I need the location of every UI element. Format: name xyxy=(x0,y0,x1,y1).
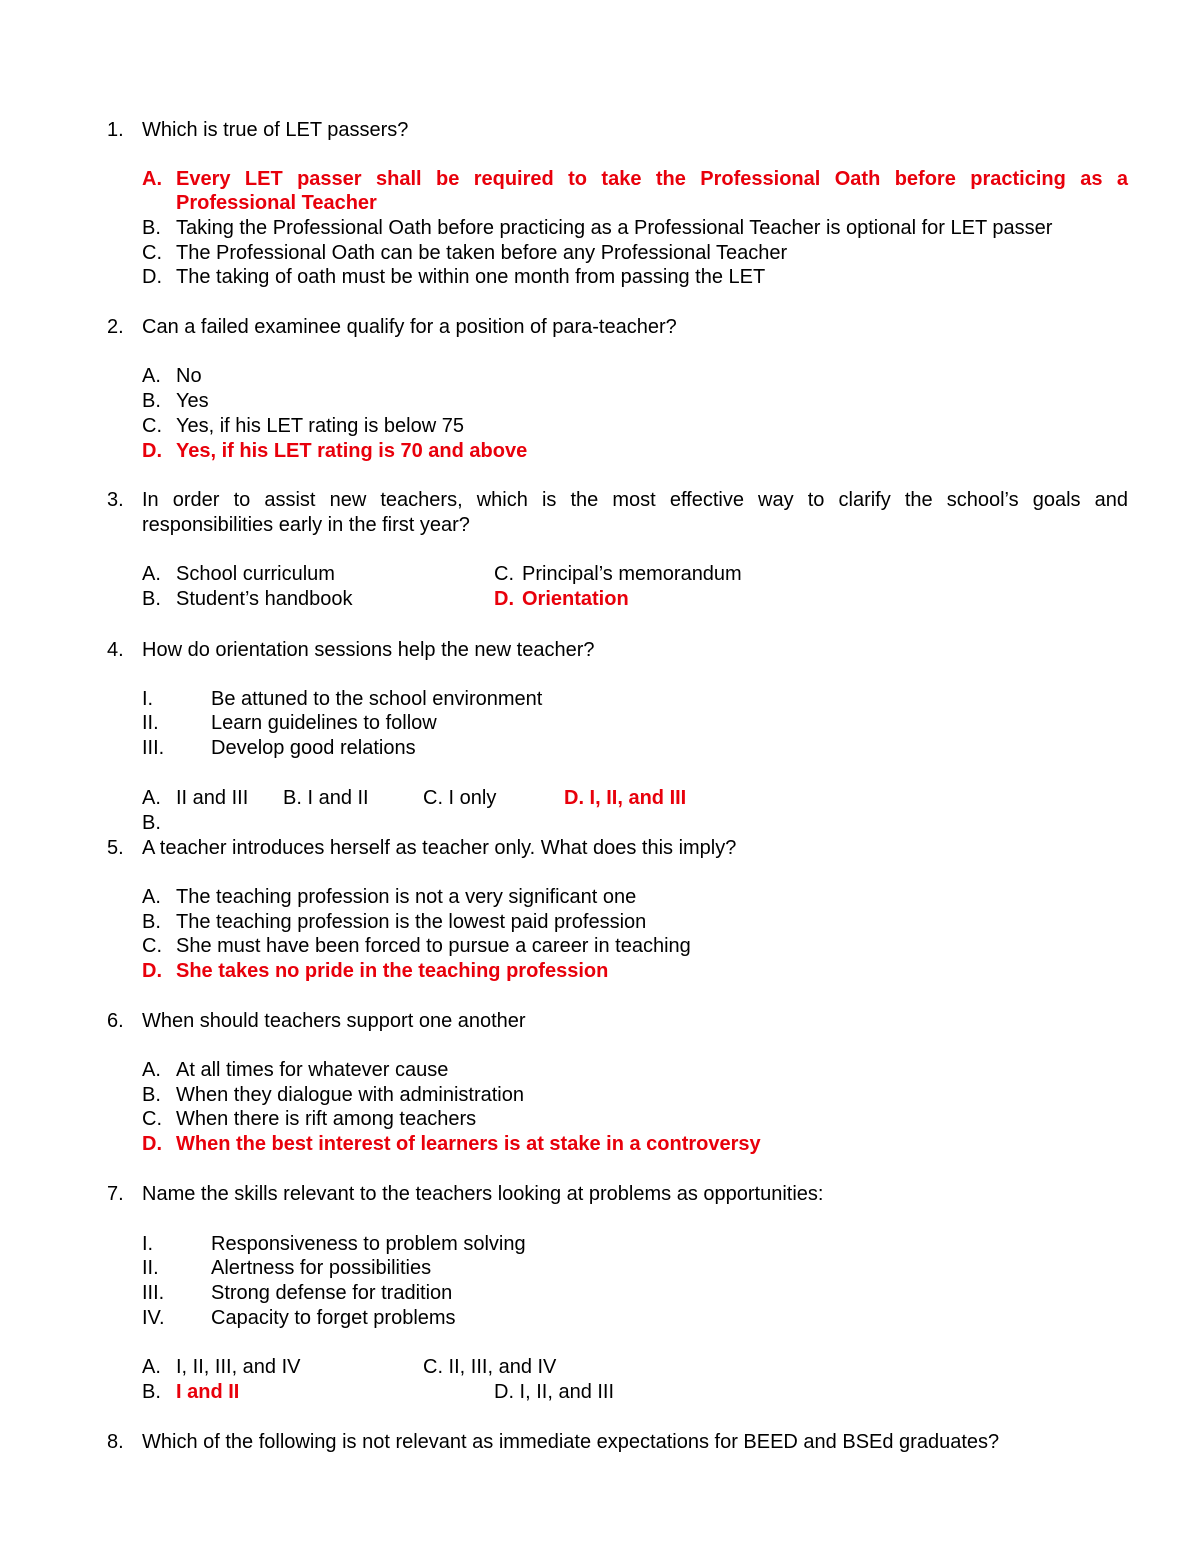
q1-option-b-letter: B. xyxy=(142,217,161,239)
q1-option-d-text: The taking of oath must be within one month from passing the LET xyxy=(176,266,766,288)
q1-option-a-text-cont: Professional Teacher xyxy=(176,192,377,214)
q3-number: 3. xyxy=(107,489,124,511)
q2-number: 2. xyxy=(107,316,124,338)
q6-option-a-text: At all times for whatever cause xyxy=(176,1059,449,1081)
q7-item-4-numeral: IV. xyxy=(142,1307,165,1329)
q2-option-c-letter: C. xyxy=(142,415,162,437)
q4-option-b: B. I and II xyxy=(283,787,369,809)
q4-option-d: D. I, II, and III xyxy=(564,787,687,809)
q2-option-a-letter: A. xyxy=(142,365,161,387)
q2-option-b-letter: B. xyxy=(142,390,161,412)
q7-option-a-text: I, II, III, and IV xyxy=(176,1356,301,1378)
q5-option-d-text: She takes no pride in the teaching profession xyxy=(176,960,609,982)
q2-option-d-letter: D. xyxy=(142,440,162,462)
q1-number: 1. xyxy=(107,119,124,141)
q4-item-1-text: Be attuned to the school environment xyxy=(211,688,543,710)
q3-option-d-letter: D. xyxy=(494,588,514,610)
q3-option-d-text: Orientation xyxy=(522,588,629,610)
q6-option-d-text: When the best interest of learners is at stake in a controversy xyxy=(176,1133,761,1155)
q8-number: 8. xyxy=(107,1431,124,1453)
q5-option-d-letter: D. xyxy=(142,960,162,982)
q1-option-c-letter: C. xyxy=(142,242,162,264)
q7-item-3-text: Strong defense for tradition xyxy=(211,1282,453,1304)
q6-option-b-text: When they dialogue with administration xyxy=(176,1084,524,1106)
q7-option-c: C. II, III, and IV xyxy=(423,1356,557,1378)
q1-option-a-text: Every LET passer shall be required to take the Professional Oath before practicing as a xyxy=(176,168,1128,190)
q7-item-1-text: Responsiveness to problem solving xyxy=(211,1233,526,1255)
q5-option-b-letter: B. xyxy=(142,911,161,933)
q7-item-4-text: Capacity to forget problems xyxy=(211,1307,456,1329)
q8-text: Which of the following is not relevant as immediate expectations for BEED and BSEd graduates? xyxy=(142,1431,1000,1453)
q3-text-cont: responsibilities early in the first year? xyxy=(142,514,470,536)
q7-option-b-letter: B. xyxy=(142,1381,161,1403)
q7-number: 7. xyxy=(107,1183,124,1205)
q5-text: A teacher introduces herself as teacher only. What does this imply? xyxy=(142,837,737,859)
q2-option-c-text: Yes, if his LET rating is below 75 xyxy=(176,415,464,437)
q3-option-a-text: School curriculum xyxy=(176,563,335,585)
q7-option-a-letter: A. xyxy=(142,1356,161,1378)
q3-option-c-letter: C. xyxy=(494,563,514,585)
q6-option-c-text: When there is rift among teachers xyxy=(176,1108,477,1130)
q3-option-a-letter: A. xyxy=(142,563,161,585)
q7-item-3-numeral: III. xyxy=(142,1282,165,1304)
q5-option-c-text: She must have been forced to pursue a career in teaching xyxy=(176,935,691,957)
q5-option-b-text: The teaching profession is the lowest paid profession xyxy=(176,911,647,933)
q4-option-a-letter: A. xyxy=(142,787,161,809)
q2-option-d-text: Yes, if his LET rating is 70 and above xyxy=(176,440,528,462)
q5-option-a-letter: A. xyxy=(142,886,161,908)
q3-option-c-text: Principal’s memorandum xyxy=(522,563,742,585)
q4-item-3-numeral: III. xyxy=(142,737,165,759)
q4-item-3-text: Develop good relations xyxy=(211,737,416,759)
q5-option-c-letter: C. xyxy=(142,935,162,957)
q4-stray-letter: B. xyxy=(142,812,161,834)
q3-option-b-text: Student’s handbook xyxy=(176,588,353,610)
q6-option-b-letter: B. xyxy=(142,1084,161,1106)
q2-option-b-text: Yes xyxy=(176,390,209,412)
q7-option-d: D. I, II, and III xyxy=(494,1381,615,1403)
q6-option-d-letter: D. xyxy=(142,1133,162,1155)
q4-item-2-text: Learn guidelines to follow xyxy=(211,712,437,734)
q2-text: Can a failed examinee qualify for a position of para-teacher? xyxy=(142,316,677,338)
q1-option-b-text: Taking the Professional Oath before practicing as a Professional Teacher is optional for LET passer xyxy=(176,217,1053,239)
q2-option-a-text: No xyxy=(176,365,202,387)
q1-option-c-text: The Professional Oath can be taken before any Professional Teacher xyxy=(176,242,788,264)
q7-text: Name the skills relevant to the teachers looking at problems as opportunities: xyxy=(142,1183,824,1205)
q4-option-a-text: II and III xyxy=(176,787,249,809)
q5-number: 5. xyxy=(107,837,124,859)
q1-text: Which is true of LET passers? xyxy=(142,119,409,141)
q4-option-c: C. I only xyxy=(423,787,497,809)
q6-option-a-letter: A. xyxy=(142,1059,161,1081)
q6-option-c-letter: C. xyxy=(142,1108,162,1130)
q5-option-a-text: The teaching profession is not a very significant one xyxy=(176,886,637,908)
q1-option-a-letter: A. xyxy=(142,168,162,190)
q4-item-1-numeral: I. xyxy=(142,688,154,710)
q3-text: In order to assist new teachers, which is the most effective way to clarify the school’s goals and xyxy=(142,489,1128,511)
q7-item-2-text: Alertness for possibilities xyxy=(211,1257,432,1279)
q4-text: How do orientation sessions help the new teacher? xyxy=(142,639,595,661)
q4-item-2-numeral: II. xyxy=(142,712,159,734)
q4-number: 4. xyxy=(107,639,124,661)
q6-text: When should teachers support one another xyxy=(142,1010,526,1032)
q7-item-1-numeral: I. xyxy=(142,1233,154,1255)
q7-option-b-text: I and II xyxy=(176,1381,240,1403)
q7-item-2-numeral: II. xyxy=(142,1257,159,1279)
q6-number: 6. xyxy=(107,1010,124,1032)
q3-option-b-letter: B. xyxy=(142,588,161,610)
q1-option-d-letter: D. xyxy=(142,266,162,288)
